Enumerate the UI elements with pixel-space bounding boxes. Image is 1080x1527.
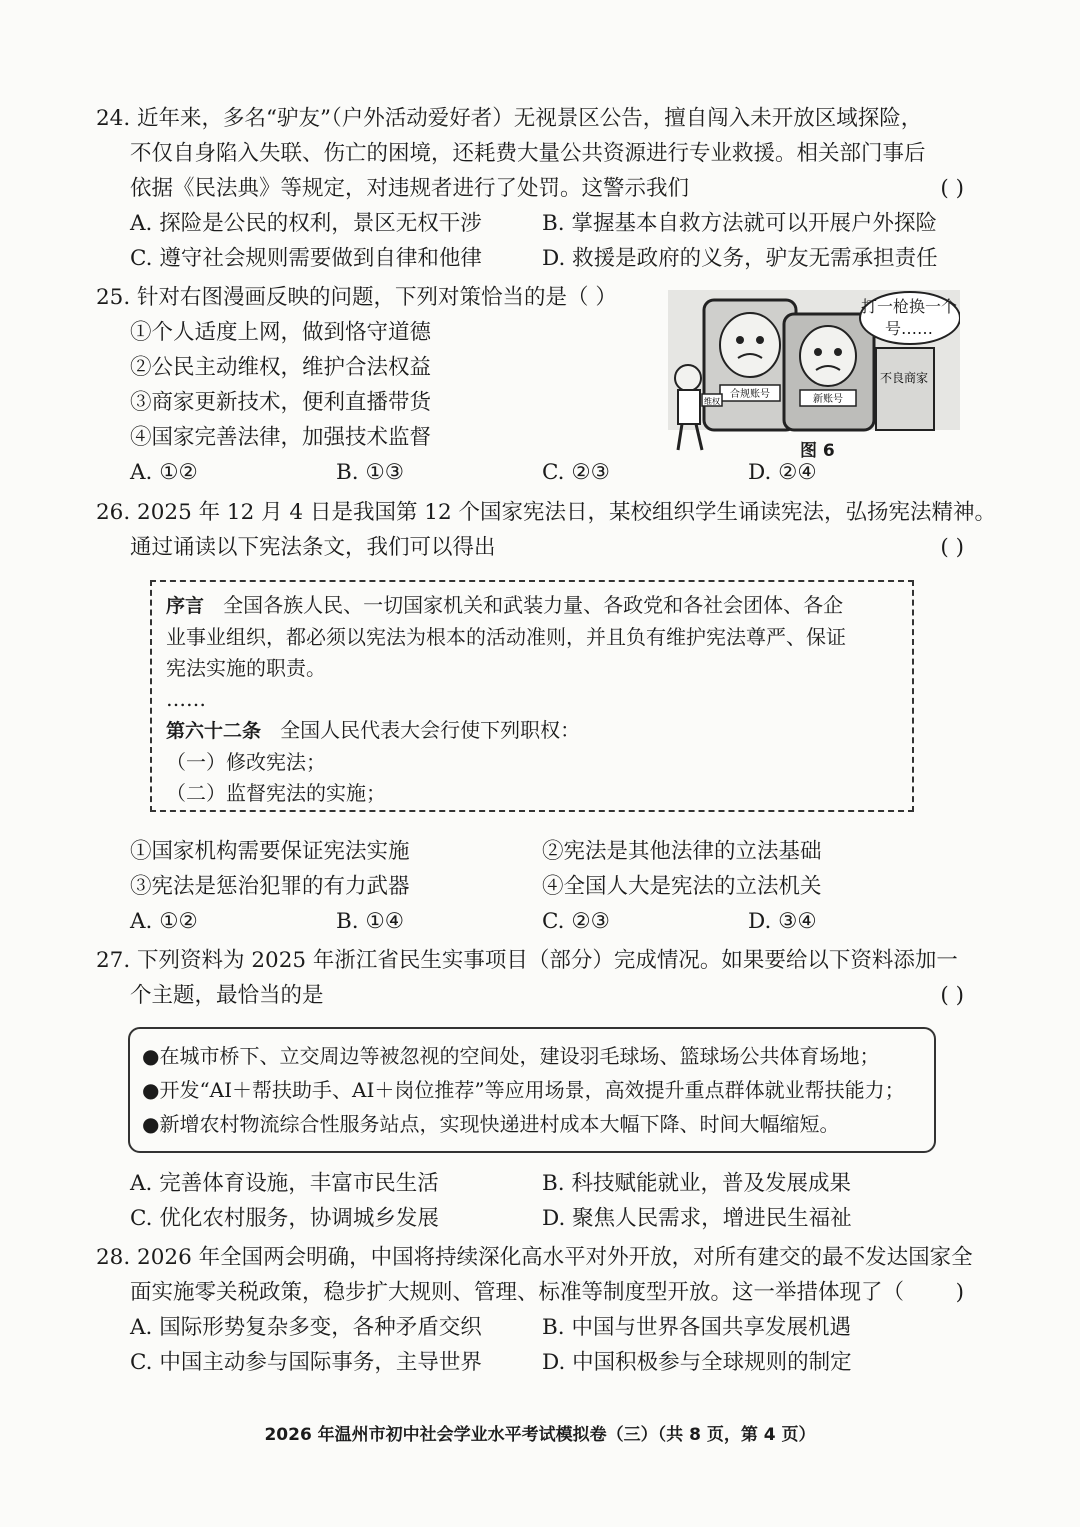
article-62-text: 全国人民代表大会行使下列职权： [280,718,581,742]
q28-options-row-1 [96,1310,986,1345]
article-62-item-2: （二）监督宪法的实施； [166,781,386,805]
excerpt-ellipsis: …… [166,687,206,711]
q25-item-2: ②公民主动维权，维护合法权益 [130,355,432,380]
question-26-choices [96,834,986,939]
q28-line-2-row [96,1275,986,1310]
preamble-line-2: 业事业组织，都必须以宪法为根本的活动准则，并且负有维护宪法尊严、保证 [166,625,846,649]
preamble-line-1-row [166,590,898,622]
article-62-item-1: （一）修改宪法； [166,750,326,774]
person-tag-text: 维权 [704,397,720,406]
q24-line-3: 依据《民法典》等规定，对违规者进行了处罚。这警示我们 [130,176,690,201]
question-28 [96,1240,986,1380]
q25-option-b: B. ①③ [336,460,405,485]
preamble-line-3: 宪法实施的职责。 [166,656,326,680]
q27-option-a: A. 完善体育设施，丰富市民生活 [130,1171,439,1196]
q28-bracket-close: ) [955,1280,964,1305]
q27-option-c: C. 优化农村服务，协调城乡发展 [130,1206,439,1231]
q25-item-4: ④国家完善法律，加强技术监督 [130,425,432,450]
article-62-row [166,715,898,747]
q28-line-1: 28. 2026 年全国两会明确，中国将持续深化高水平对外开放，对所有建交的最不发达国家全 [96,1245,973,1270]
q26-option-d: D. ③④ [748,909,817,934]
q24-line-3-row [96,171,986,206]
q25-item-1: ①个人适度上网，做到恪守道德 [130,320,432,345]
q24-option-b: B. 掌握基本自救方法就可以开展户外探险 [542,211,937,236]
speech-bubble-text: 打一枪换一个号…… [860,297,957,338]
q26-item-3: ③宪法是惩治犯罪的有力武器 [130,874,410,899]
question-24 [96,101,986,276]
q26-options [96,904,986,939]
q27-line-1: 27. 下列资料为 2025 年浙江省民生实事项目（部分）完成情况。如果要给以下资料添加一 [96,948,958,973]
q24-line-1: 24. 近年来，多名“驴友”（户外活动爱好者）无视景区公告，擅自闯入未开放区域探险， [96,106,923,131]
q28-line-2: 面实施零关税政策，稳步扩大规则、管理、标准等制度型开放。这一举措体现了（ [130,1280,905,1305]
q25-stem: 25. 针对右图漫画反映的问题，下列对策恰当的是（ ） [96,285,617,310]
q26-option-a: A. ①② [130,909,198,934]
merchant-sign [876,348,934,430]
q24-option-d: D. 救援是政府的义务，驴友无需承担责任 [542,246,938,271]
sign-left-text: 合规账号 [730,389,770,400]
q26-line-2: 通过诵读以下宪法条文，我们可以得出 [130,535,496,560]
question-26 [96,495,996,565]
project-item-1: ●在城市桥下、立交周边等被忽视的空间处，建设羽毛球场、篮球场公共体育场地； [142,1044,880,1068]
page-footer: 2026 年温州市初中社会学业水平考试模拟卷（三）（共 8 页，第 4 页） [264,1425,816,1445]
q28-options-row-2 [96,1345,986,1380]
q24-option-a: A. 探险是公民的权利，景区无权干涉 [130,211,482,236]
q26-item-2: ②宪法是其他法律的立法基础 [542,839,822,864]
q26-line-1: 26. 2025 年 12 月 4 日是我国第 12 个国家宪法日，某校组织学生诵读宪法，弘扬宪法精神。 [96,500,996,525]
q25-options [96,455,986,490]
q25-option-a: A. ①② [130,460,198,485]
article-62-title: 第六十二条 [166,720,262,742]
q25-option-c: C. ②③ [542,460,610,485]
q26-item-1: ①国家机构需要保证宪法实施 [130,839,410,864]
preamble-line-1: 全国各族人民、一切国家机关和武装力量、各政党和各社会团体、各企 [223,593,844,617]
livelihood-projects-box [128,1027,936,1153]
q27-option-d: D. 聚焦人民需求，增进民生福祉 [542,1206,852,1231]
preamble-title: 序言 [166,595,205,617]
project-item-2: ●开发“AI＋帮扶助手、AI＋岗位推荐”等应用场景，高效提升重点群体就业帮扶能力； [142,1078,905,1102]
q27-option-b: B. 科技赋能就业，普及发展成果 [542,1171,851,1196]
q27-line-2-row [96,978,986,1013]
project-item-3: ●新增农村物流综合性服务站点，实现快递进村成本大幅下降、时间大幅缩短。 [142,1112,840,1136]
q28-option-d: D. 中国积极参与全球规则的制定 [542,1350,852,1375]
q26-line-2-row [96,530,986,565]
q25-item-3: ③商家更新技术，便利直播带货 [130,390,432,415]
q26-option-b: B. ①④ [336,909,405,934]
q26-item-4: ④全国人大是宪法的立法机关 [542,874,822,899]
figure-caption: 图 6 [800,441,835,461]
q28-option-c: C. 中国主动参与国际事务，主导世界 [130,1350,482,1375]
q26-answer-bracket: ( ) [940,535,964,560]
q27-line-2: 个主题，最恰当的是 [130,983,324,1008]
q26-items-row-2 [96,869,986,904]
q28-option-b: B. 中国与世界各国共享发展机遇 [542,1315,851,1340]
q24-option-c: C. 遵守社会规则需要做到自律和他律 [130,246,482,271]
constitution-excerpt-box [150,580,914,812]
sign-right-text: 新账号 [813,394,843,405]
q24-line-2: 不仅自身陷入失联、伤亡的困境，还耗费大量公共资源进行专业救援。相关部门事后 [130,141,926,166]
side-label-text: 不良商家 [879,371,929,385]
q26-items-row-1 [96,834,986,869]
q26-option-c: C. ②③ [542,909,610,934]
q24-options-row-2 [96,241,986,276]
q27-options-row-2 [96,1201,986,1236]
question-27-choices [96,1166,986,1236]
q25-option-d: D. ②④ [748,460,817,485]
q24-options-row-1 [96,206,986,241]
q28-option-a: A. 国际形势复杂多变，各种矛盾交织 [130,1315,482,1340]
q27-answer-bracket: ( ) [940,983,964,1008]
q27-options-row-1 [96,1166,986,1201]
phone-left [704,300,796,430]
question-27 [96,943,986,1013]
q24-answer-bracket: ( ) [940,176,964,201]
